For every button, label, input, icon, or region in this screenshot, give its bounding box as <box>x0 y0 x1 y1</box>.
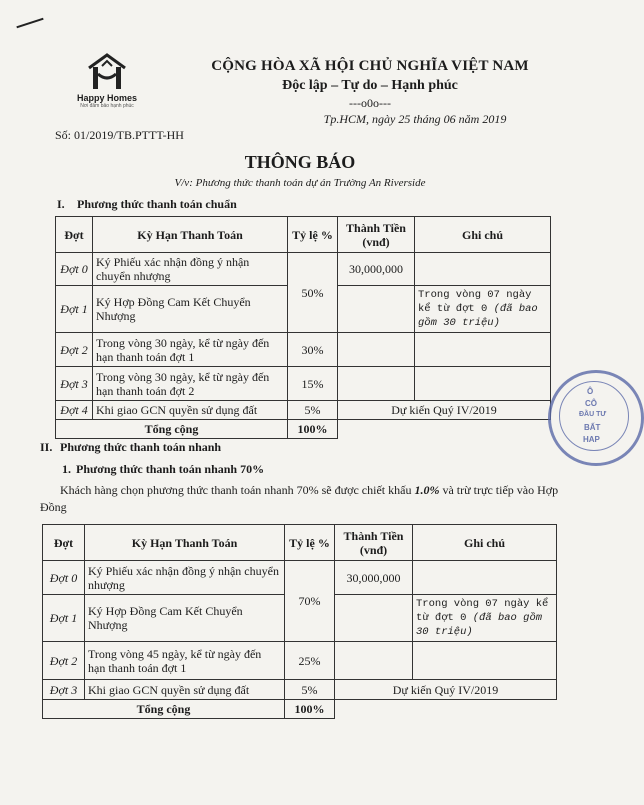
amount-cell <box>338 286 415 333</box>
header-note: Ghi chú <box>415 217 551 253</box>
rate-cell: 5% <box>288 401 338 420</box>
table-header-row <box>43 525 557 561</box>
amount-cell <box>335 642 413 680</box>
merged-rate-cell: 50% <box>288 253 338 333</box>
note-cell <box>413 595 557 642</box>
payment-table-fast <box>42 524 557 719</box>
total-label: Tổng cộng <box>56 420 288 439</box>
table-row <box>56 367 551 401</box>
phase-cell: Đợt 0 <box>56 253 93 286</box>
header-note: Ghi chú <box>413 525 557 561</box>
table-header-row <box>56 217 551 253</box>
note-italic: (đã bao gồm 30 triệu) <box>416 612 543 638</box>
house-logo-icon <box>85 52 129 92</box>
subsection-1-heading <box>62 462 264 477</box>
rate-cell: 5% <box>285 680 335 700</box>
amount-cell <box>338 333 415 367</box>
note-main: Trong vòng 07 ngày kể từ đợt 0 <box>418 289 532 315</box>
header-phase: Đợt <box>56 217 93 253</box>
logo-slogan: Nơi đảm bảo hạnh phúc <box>80 103 134 109</box>
section-1-heading <box>57 197 237 212</box>
phase-cell: Đợt 1 <box>56 286 93 333</box>
stamp-text-2: CÔ <box>585 399 597 408</box>
table-row <box>56 333 551 367</box>
term-cell: Ký Hợp Đồng Cam Kết Chuyển Nhượng <box>93 286 288 333</box>
payment-table-standard <box>55 216 551 439</box>
table-row <box>56 401 551 420</box>
phase-cell: Đợt 1 <box>43 595 85 642</box>
header-amount: Thành Tiền (vnđ) <box>335 525 413 561</box>
phase-cell: Đợt 3 <box>43 680 85 700</box>
merged-rate-cell: 70% <box>285 561 335 642</box>
subsection-1-number: 1. <box>62 462 71 476</box>
company-stamp <box>548 370 644 466</box>
header-separator: ---o0o--- <box>349 96 391 110</box>
total-label: Tổng cộng <box>43 700 285 719</box>
header-term: Kỳ Hạn Thanh Toán <box>85 525 285 561</box>
phase-cell: Đợt 2 <box>43 642 85 680</box>
document-date: Tp.HCM, ngày 25 tháng 06 năm 2019 <box>323 112 507 126</box>
phase-cell: Đợt 0 <box>43 561 85 595</box>
table-row <box>43 642 557 680</box>
national-header <box>205 58 535 111</box>
term-cell: Trong vòng 45 ngày, kể từ ngày đến hạn thanh toán đợt 1 <box>85 642 285 680</box>
total-rate: 100% <box>288 420 338 439</box>
term-cell: Ký Phiếu xác nhận đồng ý nhận chuyển nhượng <box>85 561 285 595</box>
table-total-row <box>56 420 551 439</box>
section-1-number: I. <box>57 197 65 211</box>
term-cell: Trong vòng 30 ngày, kể từ ngày đến hạn thanh toán đợt 1 <box>93 333 288 367</box>
amount-cell <box>338 367 415 401</box>
header-rate: Tỷ lệ % <box>288 217 338 253</box>
pen-mark <box>16 18 43 29</box>
table-row <box>43 561 557 595</box>
note-cell <box>415 367 551 401</box>
note-cell <box>415 286 551 333</box>
stamp-text-1: Ô <box>587 387 594 396</box>
company-logo <box>52 52 162 109</box>
header-phase: Đợt <box>43 525 85 561</box>
table-total-row <box>43 700 557 719</box>
subsection-1-title: Phương thức thanh toán nhanh 70% <box>76 462 265 476</box>
header-amount: Thành Tiền (vnđ) <box>338 217 415 253</box>
stamp-text-5: HAP <box>583 435 600 444</box>
country-name: CỘNG HÒA XÃ HỘI CHỦ NGHĨA VIỆT NAM <box>211 58 529 74</box>
national-motto: Độc lập – Tự do – Hạnh phúc <box>282 78 458 93</box>
amount-cell: 30,000,000 <box>338 253 415 286</box>
note-cell <box>415 333 551 367</box>
table-row <box>43 680 557 700</box>
section-2-number: II. <box>40 440 53 454</box>
note-cell: Dự kiến Quý IV/2019 <box>335 680 557 700</box>
document-subject: V/v: Phương thức thanh toán dự án Trường An Riverside <box>174 177 426 189</box>
logo-name: Happy Homes <box>76 93 138 103</box>
rate-cell: 15% <box>288 367 338 401</box>
phase-cell: Đợt 3 <box>56 367 93 401</box>
amount-cell <box>335 595 413 642</box>
term-cell: Khi giao GCN quyền sử dụng đất <box>93 401 288 420</box>
note-cell: Dự kiến Quý IV/2019 <box>338 401 551 420</box>
discount-rate: 1.0% <box>414 483 440 497</box>
stamp-text-4: BẤT <box>584 423 601 432</box>
rate-cell: 25% <box>285 642 335 680</box>
term-cell: Ký Phiếu xác nhận đồng ý nhận chuyển nhượng <box>93 253 288 286</box>
note-cell <box>413 561 557 595</box>
term-cell: Khi giao GCN quyền sử dụng đất <box>85 680 285 700</box>
note-italic: (đã bao gồm 30 triệu) <box>418 303 538 329</box>
term-cell: Ký Hợp Đồng Cam Kết Chuyển Nhượng <box>85 595 285 642</box>
amount-cell: 30,000,000 <box>335 561 413 595</box>
header-term: Kỳ Hạn Thanh Toán <box>93 217 288 253</box>
section-1-title: Phương thức thanh toán chuẩn <box>77 197 237 211</box>
note-main: Trong vòng 07 ngày kể từ đợt 0 <box>416 598 549 624</box>
table-row <box>56 253 551 286</box>
document-number: Số: 01/2019/TB.PTTT-HH <box>55 128 184 142</box>
para-before: Khách hàng chọn phương thức thanh toán nhanh 70% sẽ được chiết khấu <box>60 483 415 497</box>
header-rate: Tỷ lệ % <box>285 525 335 561</box>
term-cell: Trong vòng 30 ngày, kể từ ngày đến hạn thanh toán đợt 2 <box>93 367 288 401</box>
note-cell <box>413 642 557 680</box>
section-2-title: Phương thức thanh toán nhanh <box>60 440 222 454</box>
note-cell <box>415 253 551 286</box>
para-after: và trừ trực tiếp vào Hợp Đồng <box>40 483 559 514</box>
stamp-text-3: ĐẦU TƯ <box>579 411 607 418</box>
document-title: THÔNG BÁO <box>244 152 356 172</box>
phase-cell: Đợt 4 <box>56 401 93 420</box>
rate-cell: 30% <box>288 333 338 367</box>
section-2-heading <box>40 440 221 455</box>
total-rate: 100% <box>285 700 335 719</box>
phase-cell: Đợt 2 <box>56 333 93 367</box>
discount-paragraph <box>40 482 565 516</box>
